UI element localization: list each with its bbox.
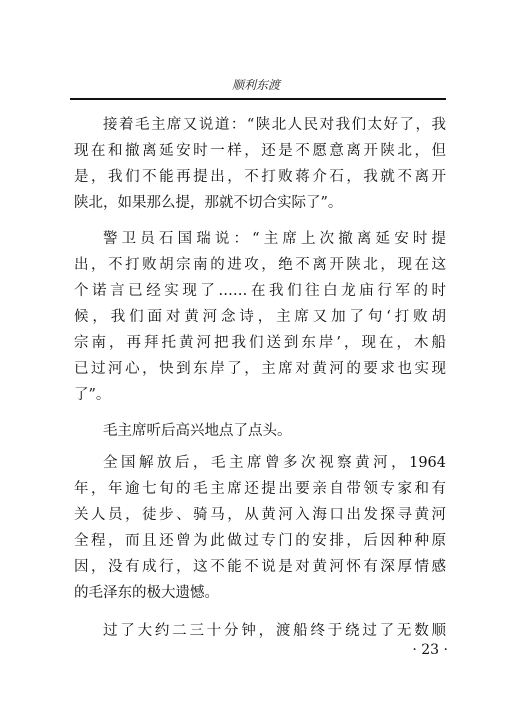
paragraph-2 bbox=[74, 226, 446, 408]
paragraph-4 bbox=[74, 450, 446, 606]
text-line: 现在和撤离延安时一样，还是不愿意离开陕北，但 bbox=[74, 143, 446, 159]
text-line: 是，我们不能再提出，不打败蒋介石，我就不离开 bbox=[74, 169, 446, 185]
paragraph-3 bbox=[74, 418, 446, 444]
paragraph-1 bbox=[74, 112, 446, 216]
text-line: 毛主席听后高兴地点了点头。 bbox=[103, 423, 292, 439]
text-line: 了”。 bbox=[74, 387, 111, 403]
header-rule bbox=[70, 98, 446, 100]
text-line: 因，没有成行，这不能不说是对黄河怀有深厚情感 bbox=[74, 559, 446, 575]
text-line: 警卫员石国瑞说：“主席上次撤离延安时提 bbox=[103, 231, 446, 247]
text-line: 全国解放后，毛主席曾多次视察黄河，1964 bbox=[103, 455, 446, 471]
text-line: 关人员，徒步、骑马，从黄河入海口出发探寻黄河 bbox=[74, 507, 446, 523]
text-line: 宗南，再拜托黄河把我们送到东岸’，现在，木船 bbox=[74, 335, 446, 351]
running-header: 顺利东渡 bbox=[231, 78, 280, 92]
paragraph-5 bbox=[74, 618, 446, 644]
text-line: 的毛泽东的极大遗憾。 bbox=[74, 585, 219, 601]
text-line: 陕北，如果那么提，那就不切合实际了”。 bbox=[74, 195, 343, 211]
text-line: 接着毛主席又说道：“陕北人民对我们太好了，我 bbox=[103, 117, 446, 133]
text-line: 出，不打败胡宗南的进攻，绝不离开陕北，现在这 bbox=[74, 257, 446, 273]
page-number: · 23 · bbox=[412, 642, 448, 658]
text-line: 年，年逾七旬的毛主席还提出要亲自带领专家和有 bbox=[74, 481, 446, 497]
text-line: 候，我们面对黄河念诗，主席又加了句‘打败胡 bbox=[74, 309, 446, 325]
text-line: 已过河心，快到东岸了，主席对黄河的要求也实现 bbox=[74, 361, 446, 377]
text-line: 过了大约二三十分钟，渡船终于绕过了无数顺 bbox=[103, 623, 446, 639]
text-line: 全程，而且还曾为此做过专门的安排，后因种种原 bbox=[74, 533, 446, 549]
text-line: 个诺言已经实现了……在我们往白龙庙行军的时 bbox=[74, 283, 446, 299]
